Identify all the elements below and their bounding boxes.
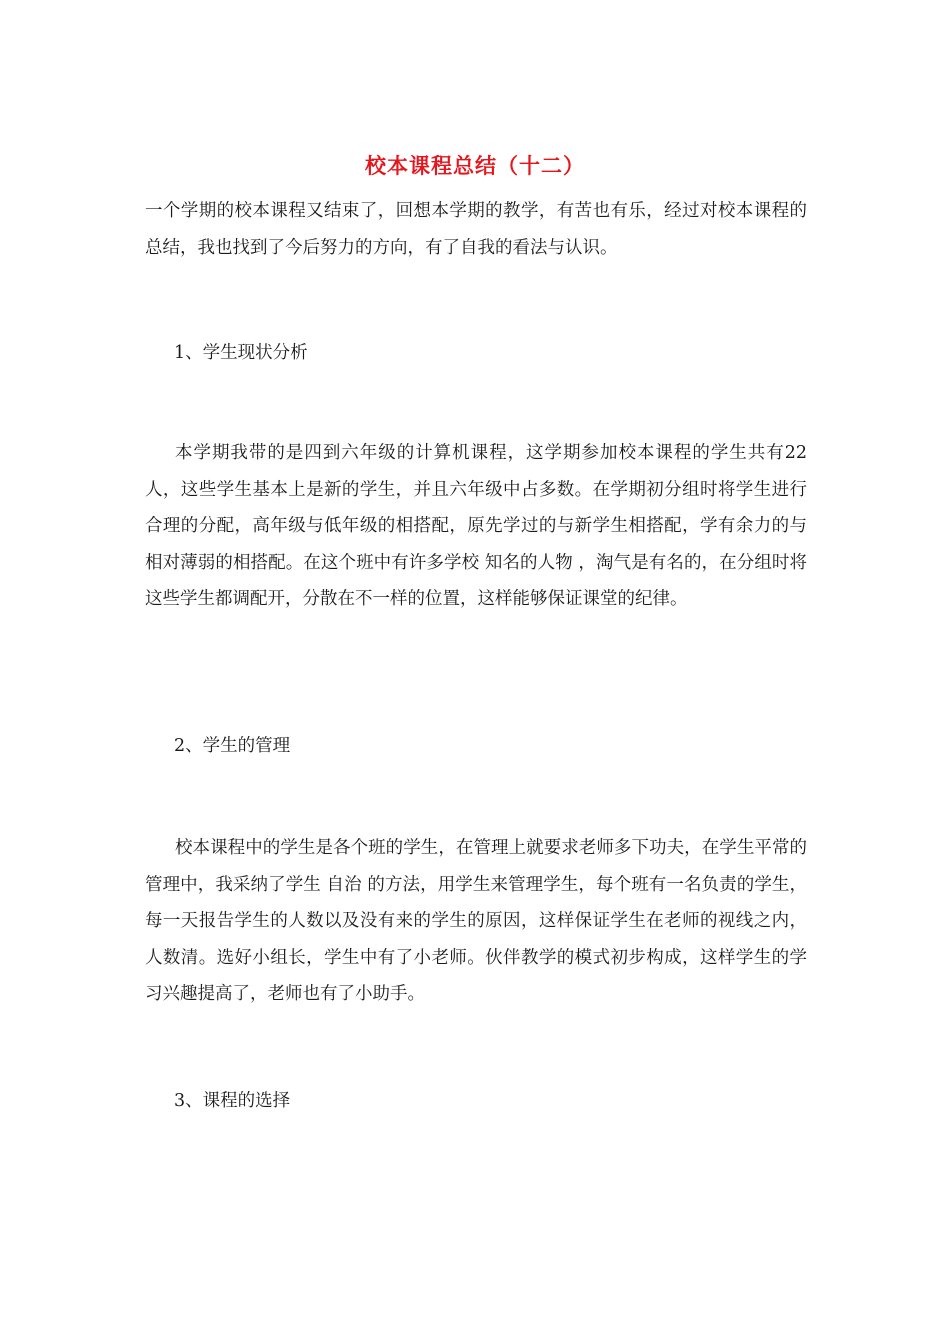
document-title: 校本课程总结（十二） <box>365 153 585 178</box>
intro-paragraph: 一个学期的校本课程又结束了，回想本学期的教学，有苦也有乐，经过对校本课程的总结，我也找到了今后努力的方向，有了自我的看法与认识。 <box>145 201 807 258</box>
section-heading-2: 2、学生的管理 <box>174 736 291 756</box>
section-heading-1: 1、学生现状分析 <box>174 343 308 363</box>
section-heading-3: 3、课程的选择 <box>174 1091 291 1111</box>
section-body-1: 本学期我带的是四到六年级的计算机课程，这学期参加校本课程的学生共有22人，这些学生基本上是新的学生，并且六年级中占多数。在学期初分组时将学生进行合理的分配，高年级与低年级的相搭配，原先学过的与新学生相搭配，学有余力的与相对薄弱的相搭配。在这个班中有许多学校 知名的人物 ，淘气是有名的，在分组时将这些学生都调配开，分散在不一样的位置，这样能够保证课堂的纪律。 <box>145 443 807 609</box>
section-body-2: 校本课程中的学生是各个班的学生，在管理上就要求老师多下功夫，在学生平常的管理中，我采纳了学生 自治 的方法，用学生来管理学生，每个班有一名负责的学生，每一天报告学生的人数以及没有来的学生的原因，这样保证学生在老师的视线之内，人数清。选好小组长，学生中有了小老师。伙伴教学的模式初步构成，这样学生的学习兴趣提高了，老师也有了小助手。 <box>145 838 807 1004</box>
